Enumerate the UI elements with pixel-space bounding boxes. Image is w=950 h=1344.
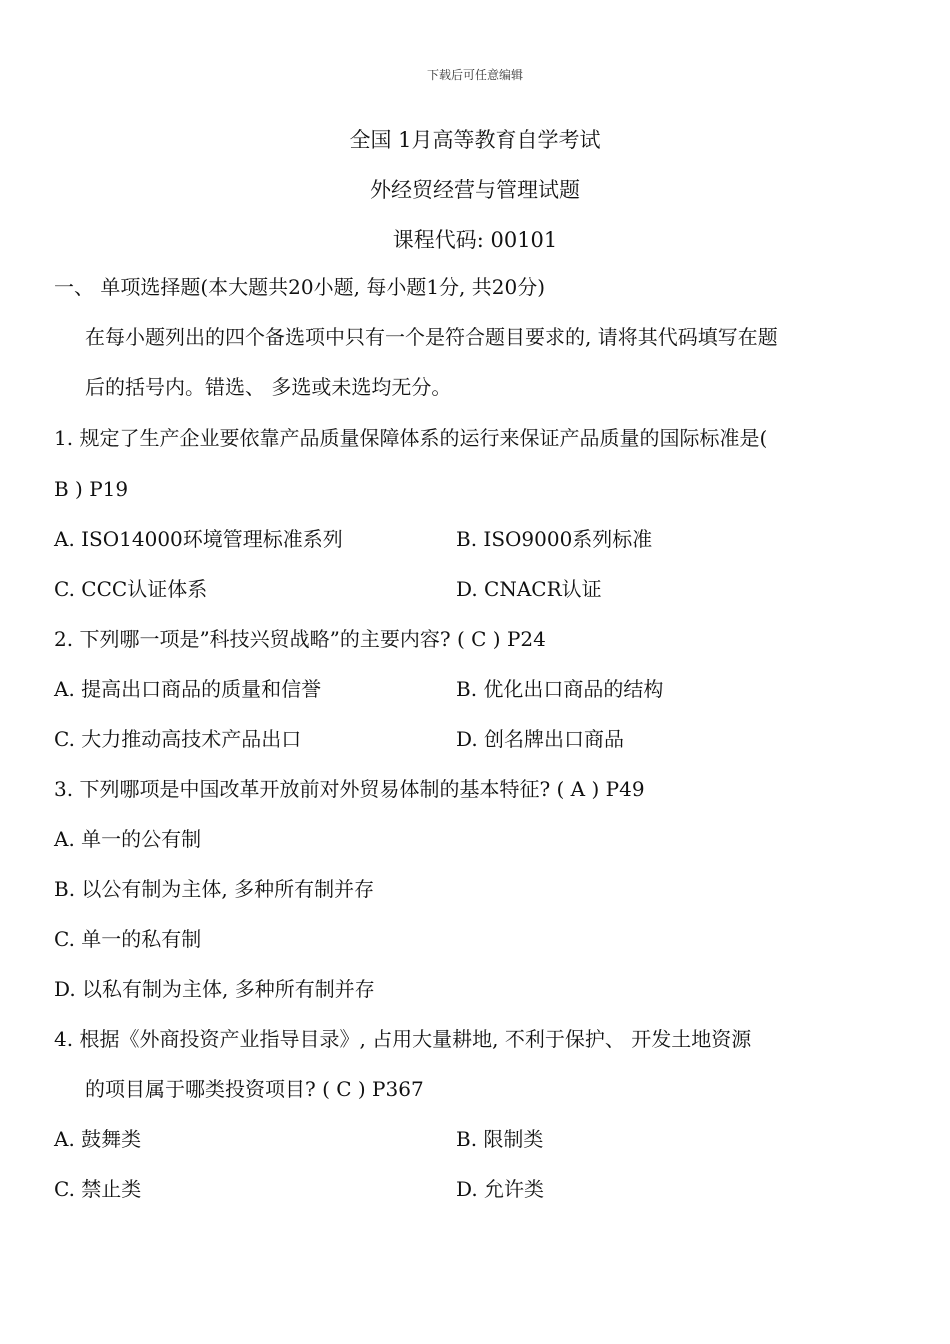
question-1-option-c: C. CCC认证体系 [54,577,208,601]
question-4-option-b: B. 限制类 [456,1127,544,1151]
question-4-stem-cont: 的项目属于哪类投资项目? ( C ) P367 [85,1077,424,1101]
question-1-option-d: D. CNACR认证 [456,577,602,601]
question-2-stem: 2. 下列哪一项是”科技兴贸战略”的主要内容? ( C ) P24 [54,627,546,651]
question-2-option-d: D. 创名牌出口商品 [456,727,625,751]
section-instruction-line-2: 后的括号内。错选、 多选或未选均无分。 [85,375,452,399]
question-3-stem: 3. 下列哪项是中国改革开放前对外贸易体制的基本特征? ( A ) P49 [54,777,645,801]
course-code: 课程代码: 00101 [392,228,558,252]
question-3-option-a: A. 单一的公有制 [54,827,202,851]
question-3-option-c: C. 单一的私有制 [54,927,202,951]
question-2-option-a: A. 提高出口商品的质量和信誉 [54,677,322,701]
exam-title: 全国 1月高等教育自学考试 [349,128,601,152]
section-instruction-line-1: 在每小题列出的四个备选项中只有一个是符合题目要求的, 请将其代码填写在题 [85,325,778,349]
section-heading: 一、 单项选择题(本大题共20小题, 每小题1分, 共20分) [54,275,546,299]
question-4-option-c: C. 禁止类 [54,1177,142,1201]
question-1-option-a: A. ISO14000环境管理标准系列 [54,527,343,551]
question-4-option-a: A. 鼓舞类 [54,1127,142,1151]
question-2-option-c: C. 大力推动高技术产品出口 [54,727,302,751]
question-4-stem: 4. 根据《外商投资产业指导目录》, 占用大量耕地, 不利于保护、 开发土地资源 [54,1027,752,1051]
question-2-option-b: B. 优化出口商品的结构 [456,677,664,701]
header-note: 下载后可任意编辑 [426,68,523,82]
question-1-answer: B ) P19 [54,477,129,501]
question-1-option-b: B. ISO9000系列标准 [456,527,653,551]
subject-title: 外经贸经营与管理试题 [370,178,580,202]
question-1-stem: 1. 规定了生产企业要依靠产品质量保障体系的运行来保证产品质量的国际标准是( [54,426,768,450]
question-4-option-d: D. 允许类 [456,1177,545,1201]
question-3-option-d: D. 以私有制为主体, 多种所有制并存 [54,977,375,1001]
question-3-option-b: B. 以公有制为主体, 多种所有制并存 [54,877,375,901]
